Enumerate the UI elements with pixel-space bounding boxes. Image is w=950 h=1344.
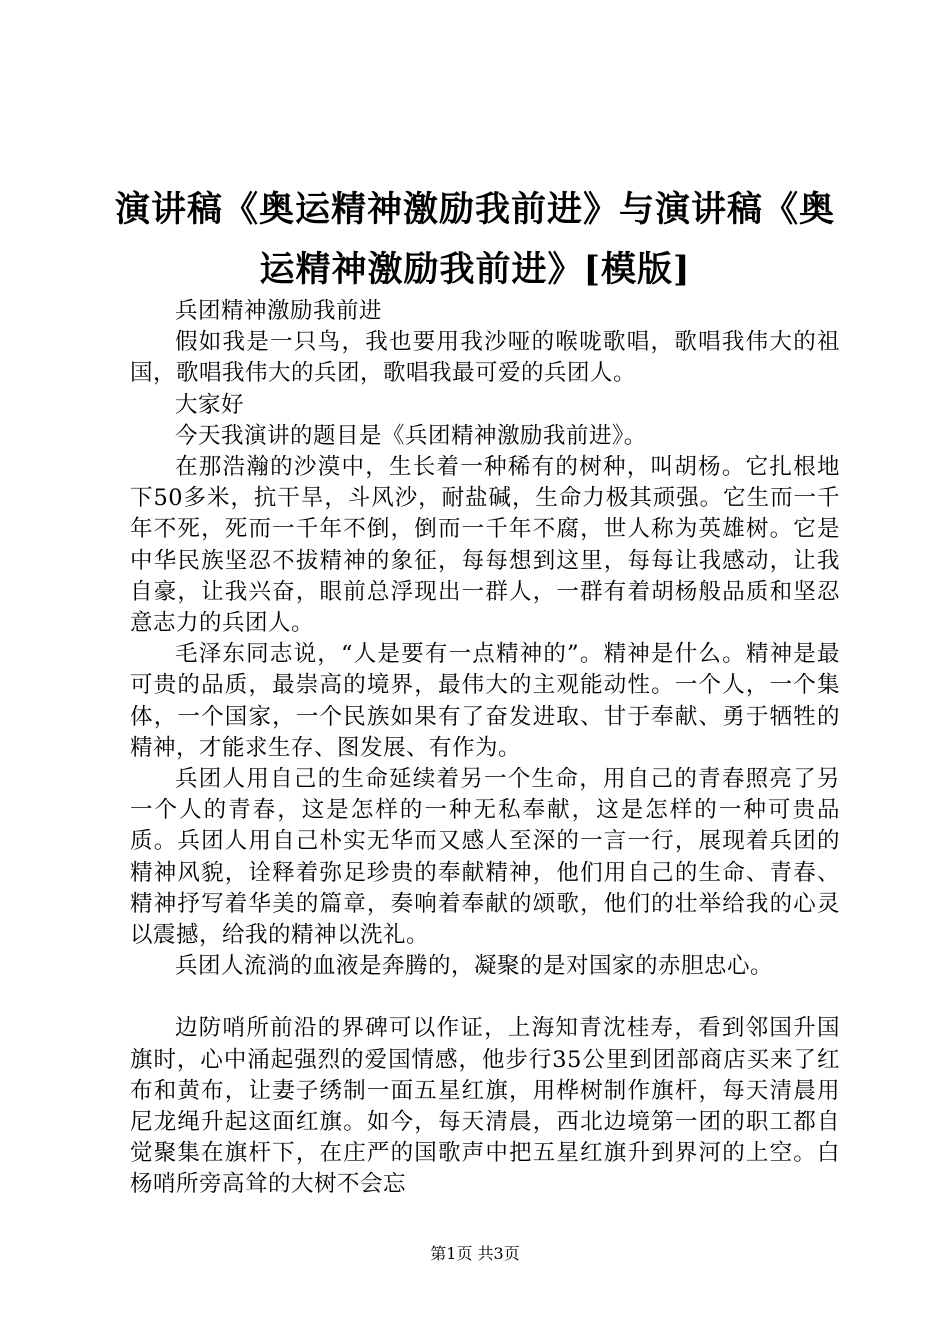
paragraph: 假如我是一只鸟，我也要用我沙哑的喉咙歌唱，歌唱我伟大的祖国，歌唱我伟大的兵团，歌唱我最可爱的兵团人。 [130, 329, 840, 387]
paragraph: 兵团人流淌的血液是奔腾的，凝聚的是对国家的赤胆忠心。 [175, 953, 774, 980]
paragraph-spacer [130, 982, 840, 1013]
paragraph-subtitle: 兵团精神激励我前进 [175, 298, 383, 324]
paragraph: 今天我演讲的题目是《兵团精神激励我前进》。 [175, 422, 647, 449]
document-title: 演讲稿《奥运精神激励我前进》与演讲稿《奥运精神激励我前进》[模版] [114, 189, 835, 290]
paragraph: 毛泽东同志说，“人是要有一点精神的”。精神是什么。精神是最可贵的品质，最崇高的境界，最伟大的主观能动性。一个人，一个集体，一个国家，一个民族如果有了奋发进取、甘于奉献、勇于牺牲的精神，才能求生存、图发展、有作为。 [130, 641, 840, 761]
paragraph: 边防哨所前沿的界碑可以作证，上海知青沈桂寿，看到邻国升国旗时，心中涌起强烈的爱国情感，他步行35公里到团部商店买来了红布和黄布，让妻子绣制一面五星红旗，用桦树制作旗杆，每天清晨用尼龙绳升起这面红旗。如今，每天清晨，西北边境第一团的职工都自觉聚集在旗杆下，在庄严的国歌声中把五星红旗升到界河的上空。白杨哨所旁高耸的大树不会忘 [130, 1015, 840, 1198]
document-body [130, 296, 840, 1201]
paragraph: 在那浩瀚的沙漠中，生长着一种稀有的树种，叫胡杨。它扎根地下50多米，抗干旱，斗风沙，耐盐碱，生命力极其顽强。它生而一千年不死，死而一千年不倒，倒而一千年不腐，世人称为英雄树。它是中华民族坚忍不拔精神的象征，每每想到这里，每每让我感动，让我自豪，让我兴奋，眼前总浮现出一群人，一群有着胡杨般品质和坚忍意志力的兵团人。 [130, 454, 840, 637]
paragraph: 兵团人用自己的生命延续着另一个生命，用自己的青春照亮了另一个人的青春，这是怎样的一种无私奉献，这是怎样的一种可贵品质。兵团人用自己朴实无华而又感人至深的一言一行，展现着兵团的精神风貌，诠释着弥足珍贵的奉献精神，他们用自己的生命、青春、精神抒写着华美的篇章，奏响着奉献的颂歌，他们的壮举给我的心灵以震撼，给我的精神以洗礼。 [130, 766, 840, 949]
paragraph-greeting: 大家好 [175, 391, 245, 418]
page-footer: 第1页 共3页 [430, 1244, 520, 1263]
